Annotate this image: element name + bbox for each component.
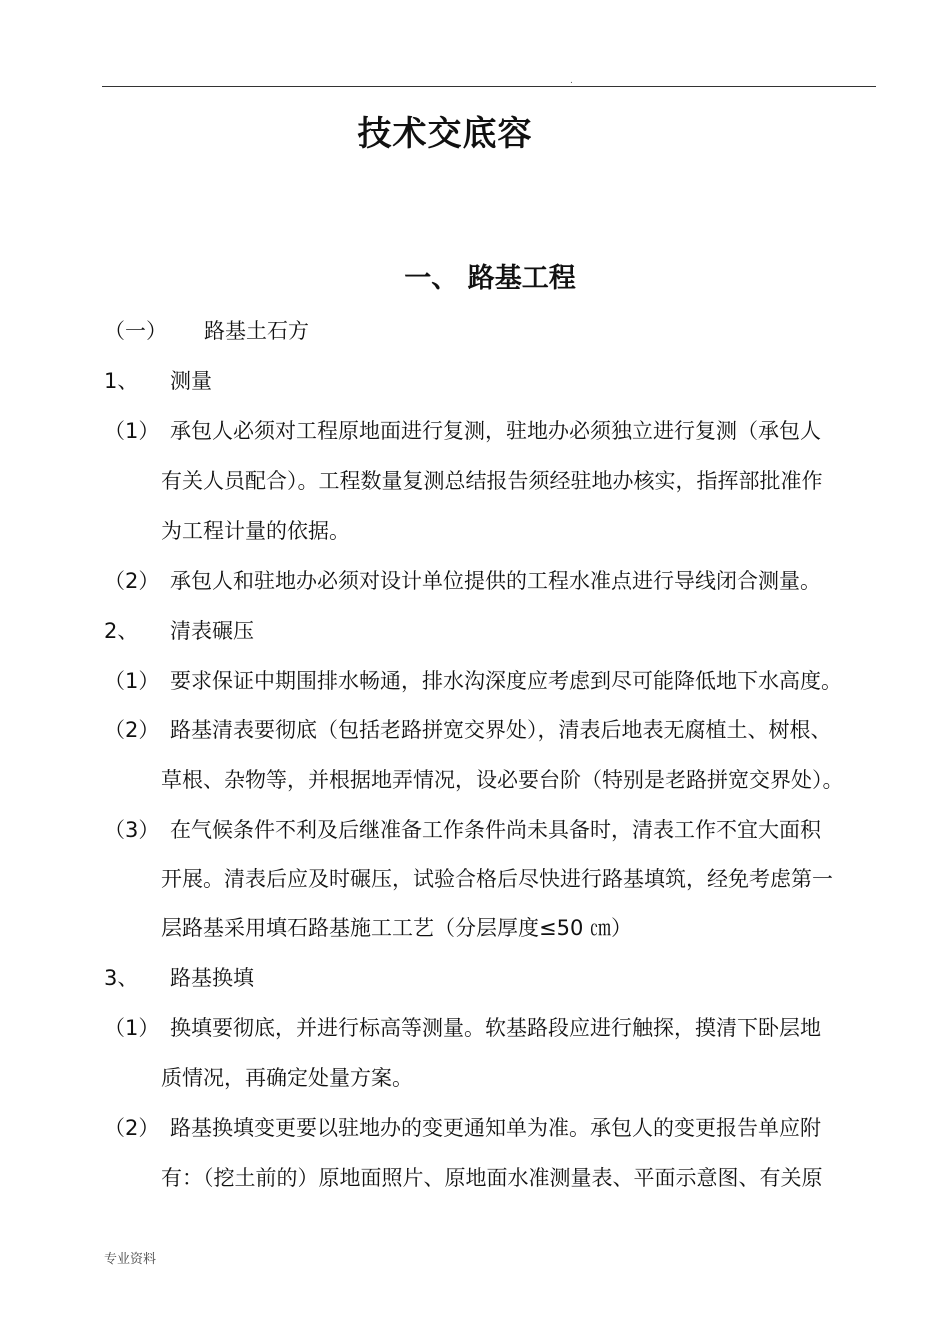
page-footer: 专业资料	[104, 1252, 157, 1267]
item-number: 1、	[104, 369, 139, 393]
document-title: 技术交底容	[357, 114, 533, 154]
subsection-number: （一）	[104, 319, 167, 343]
paragraph-line: 为工程计量的依据。	[161, 519, 350, 543]
paragraph-number: （1）	[104, 1016, 160, 1040]
paragraph-line: 有：（挖土前的）原地面照片、原地面水准测量表、平面示意图、有关原	[161, 1166, 823, 1190]
paragraph-line: 换填要彻底，并进行标高等测量。软基路段应进行触探，摸清下卧层地	[170, 1016, 821, 1040]
paragraph-line: 开展。清表后应及时碾压，试验合格后尽快进行路基填筑，经免考虑第一	[161, 867, 833, 891]
paragraph-number: （1）	[104, 669, 160, 693]
item-heading: 清表碾压	[170, 619, 254, 643]
paragraph-number: （2）	[104, 1116, 160, 1140]
paragraph-line: 质情况，再确定处量方案。	[161, 1066, 413, 1090]
paragraph-line: 路基换填变更要以驻地办的变更通知单为准。承包人的变更报告单应附	[170, 1116, 821, 1140]
paragraph-number: （3）	[104, 818, 160, 842]
section-heading: 一、 路基工程	[404, 263, 576, 294]
header-rule	[102, 86, 876, 87]
paragraph-line: 承包人和驻地办必须对设计单位提供的工程水准点进行导线闭合测量。	[170, 569, 821, 593]
paragraph-number: （1）	[104, 419, 160, 443]
paragraph-line: 路基清表要彻底（包括老路拼宽交界处），清表后地表无腐植土、树根、	[170, 718, 832, 742]
paragraph-line: 要求保证中期围排水畅通，排水沟深度应考虑到尽可能降低地下水高度。	[170, 669, 842, 693]
paragraph-line: 有关人员配合）。工程数量复测总结报告须经驻地办核实，指挥部批准作	[161, 469, 823, 493]
item-heading: 测量	[170, 369, 212, 393]
paragraph-line: 承包人必须对工程原地面进行复测，驻地办必须独立进行复测（承包人	[170, 419, 821, 443]
header-mark: .	[570, 76, 573, 86]
subsection-title: 路基土石方	[204, 319, 309, 343]
paragraph-line: 在气候条件不利及后继准备工作条件尚未具备时，清表工作不宜大面积	[170, 818, 821, 842]
paragraph-line: 草根、杂物等，并根据地弄情况，设必要台阶（特别是老路拼宽交界处）。	[161, 768, 844, 792]
paragraph-line: 层路基采用填石路基施工工艺（分层厚度≤50 ㎝）	[161, 916, 632, 940]
item-number: 3、	[104, 966, 139, 990]
paragraph-number: （2）	[104, 718, 160, 742]
item-heading: 路基换填	[170, 966, 254, 990]
item-number: 2、	[104, 619, 139, 643]
paragraph-number: （2）	[104, 569, 160, 593]
